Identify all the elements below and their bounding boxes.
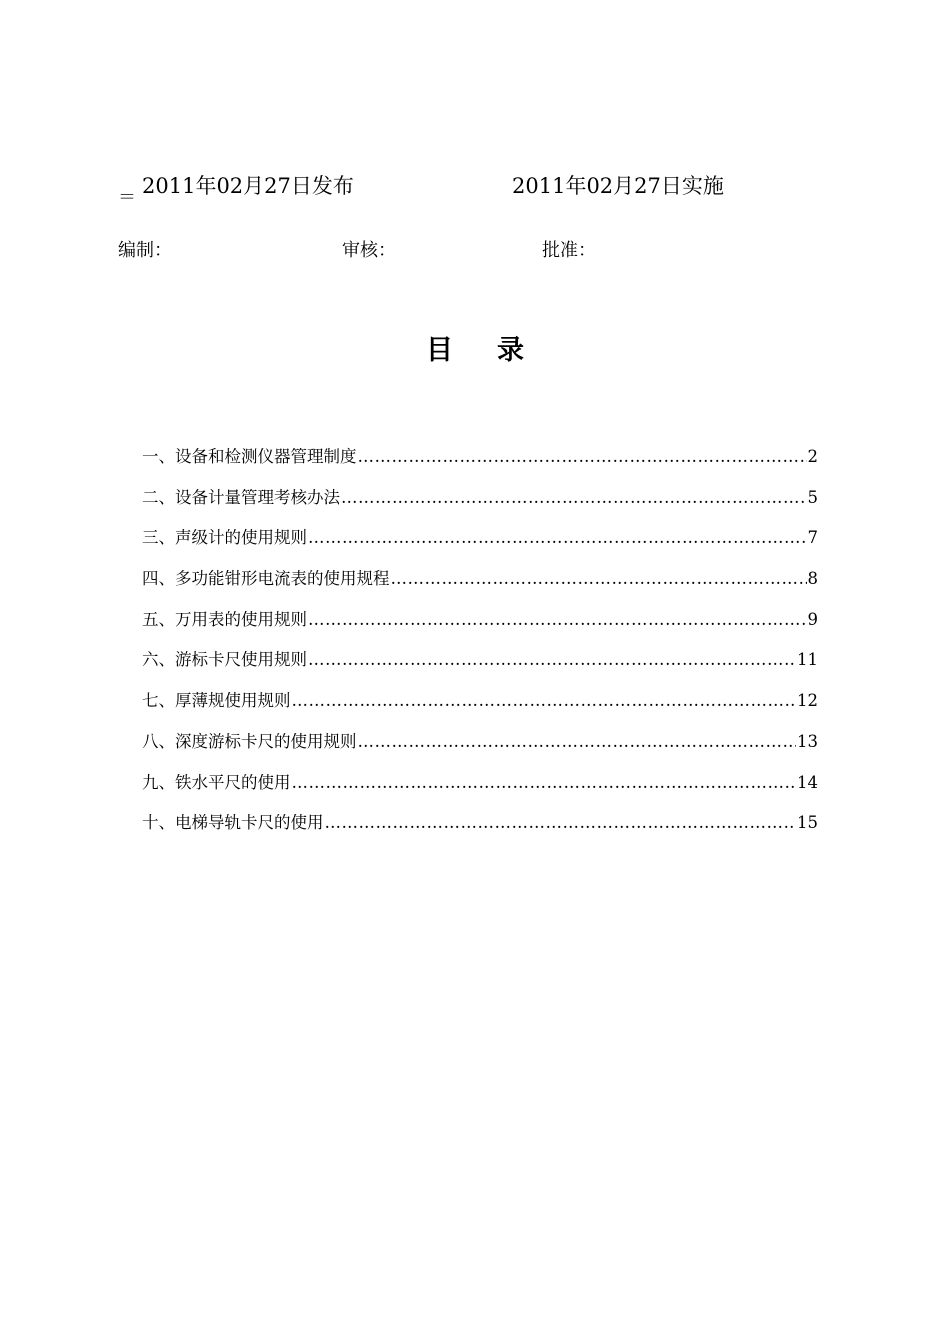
toc-entry-label: 十、电梯导轨卡尺的使用 xyxy=(142,813,324,833)
toc-dot-leader xyxy=(308,647,796,673)
toc-entry[interactable] xyxy=(142,729,818,770)
toc-entry-page: 7 xyxy=(807,528,818,548)
toc-entry-page: 13 xyxy=(797,731,818,751)
toc-title xyxy=(0,332,950,370)
toc-list xyxy=(142,444,818,851)
toc-entry-label: 八、深度游标卡尺的使用规则 xyxy=(142,731,357,751)
toc-entry[interactable] xyxy=(142,566,818,607)
reviewed-by-label: 审核： xyxy=(342,240,396,261)
toc-entry[interactable] xyxy=(142,810,818,851)
toc-entry-page: 12 xyxy=(797,691,818,711)
toc-entry-label: 九、铁水平尺的使用 xyxy=(142,772,291,792)
toc-entry-page: 14 xyxy=(797,772,818,792)
toc-dot-leader xyxy=(358,444,807,470)
toc-dot-leader xyxy=(341,485,807,511)
toc-entry-page: 9 xyxy=(807,609,818,629)
toc-dot-leader xyxy=(292,770,797,796)
toc-entry-label: 二、设备计量管理考核办法 xyxy=(142,487,340,507)
toc-entry[interactable] xyxy=(142,688,818,729)
toc-entry-label: 四、多功能钳形电流表的使用规程 xyxy=(142,569,390,589)
toc-entry[interactable] xyxy=(142,647,818,688)
toc-title-char-2: 录 xyxy=(497,335,524,366)
toc-dot-leader xyxy=(308,525,807,551)
equals-mark: ＝ xyxy=(118,187,136,208)
toc-title-char-1: 目 xyxy=(426,335,453,366)
toc-entry-label: 三、声级计的使用规则 xyxy=(142,528,307,548)
publish-date: 2011年02月27日发布 xyxy=(142,174,354,198)
toc-entry-label: 六、游标卡尺使用规则 xyxy=(142,650,307,670)
toc-dot-leader xyxy=(358,729,797,755)
approved-by-label: 批准： xyxy=(542,240,596,261)
toc-entry-page: 15 xyxy=(797,813,818,833)
toc-dot-leader xyxy=(308,607,807,633)
toc-dot-leader xyxy=(292,688,797,714)
toc-entry[interactable] xyxy=(142,485,818,526)
signoff-row xyxy=(118,238,818,268)
toc-entry-page: 5 xyxy=(807,487,818,507)
toc-entry-label: 五、万用表的使用规则 xyxy=(142,609,307,629)
toc-entry[interactable] xyxy=(142,444,818,485)
toc-dot-leader xyxy=(391,566,807,592)
toc-entry-label: 一、设备和检测仪器管理制度 xyxy=(142,447,357,466)
toc-entry-label: 七、厚薄规使用规则 xyxy=(142,691,291,711)
toc-entry[interactable] xyxy=(142,525,818,566)
implement-date: 2011年02月27日实施 xyxy=(512,174,724,198)
compiled-by-label: 编制： xyxy=(118,240,172,261)
toc-entry-page: 2 xyxy=(807,447,818,466)
toc-entry[interactable] xyxy=(142,770,818,811)
toc-dot-leader xyxy=(325,810,797,836)
toc-entry-page: 11 xyxy=(797,650,818,670)
toc-entry[interactable] xyxy=(142,607,818,648)
toc-entry-page: 8 xyxy=(807,569,818,589)
dates-row xyxy=(118,170,818,210)
